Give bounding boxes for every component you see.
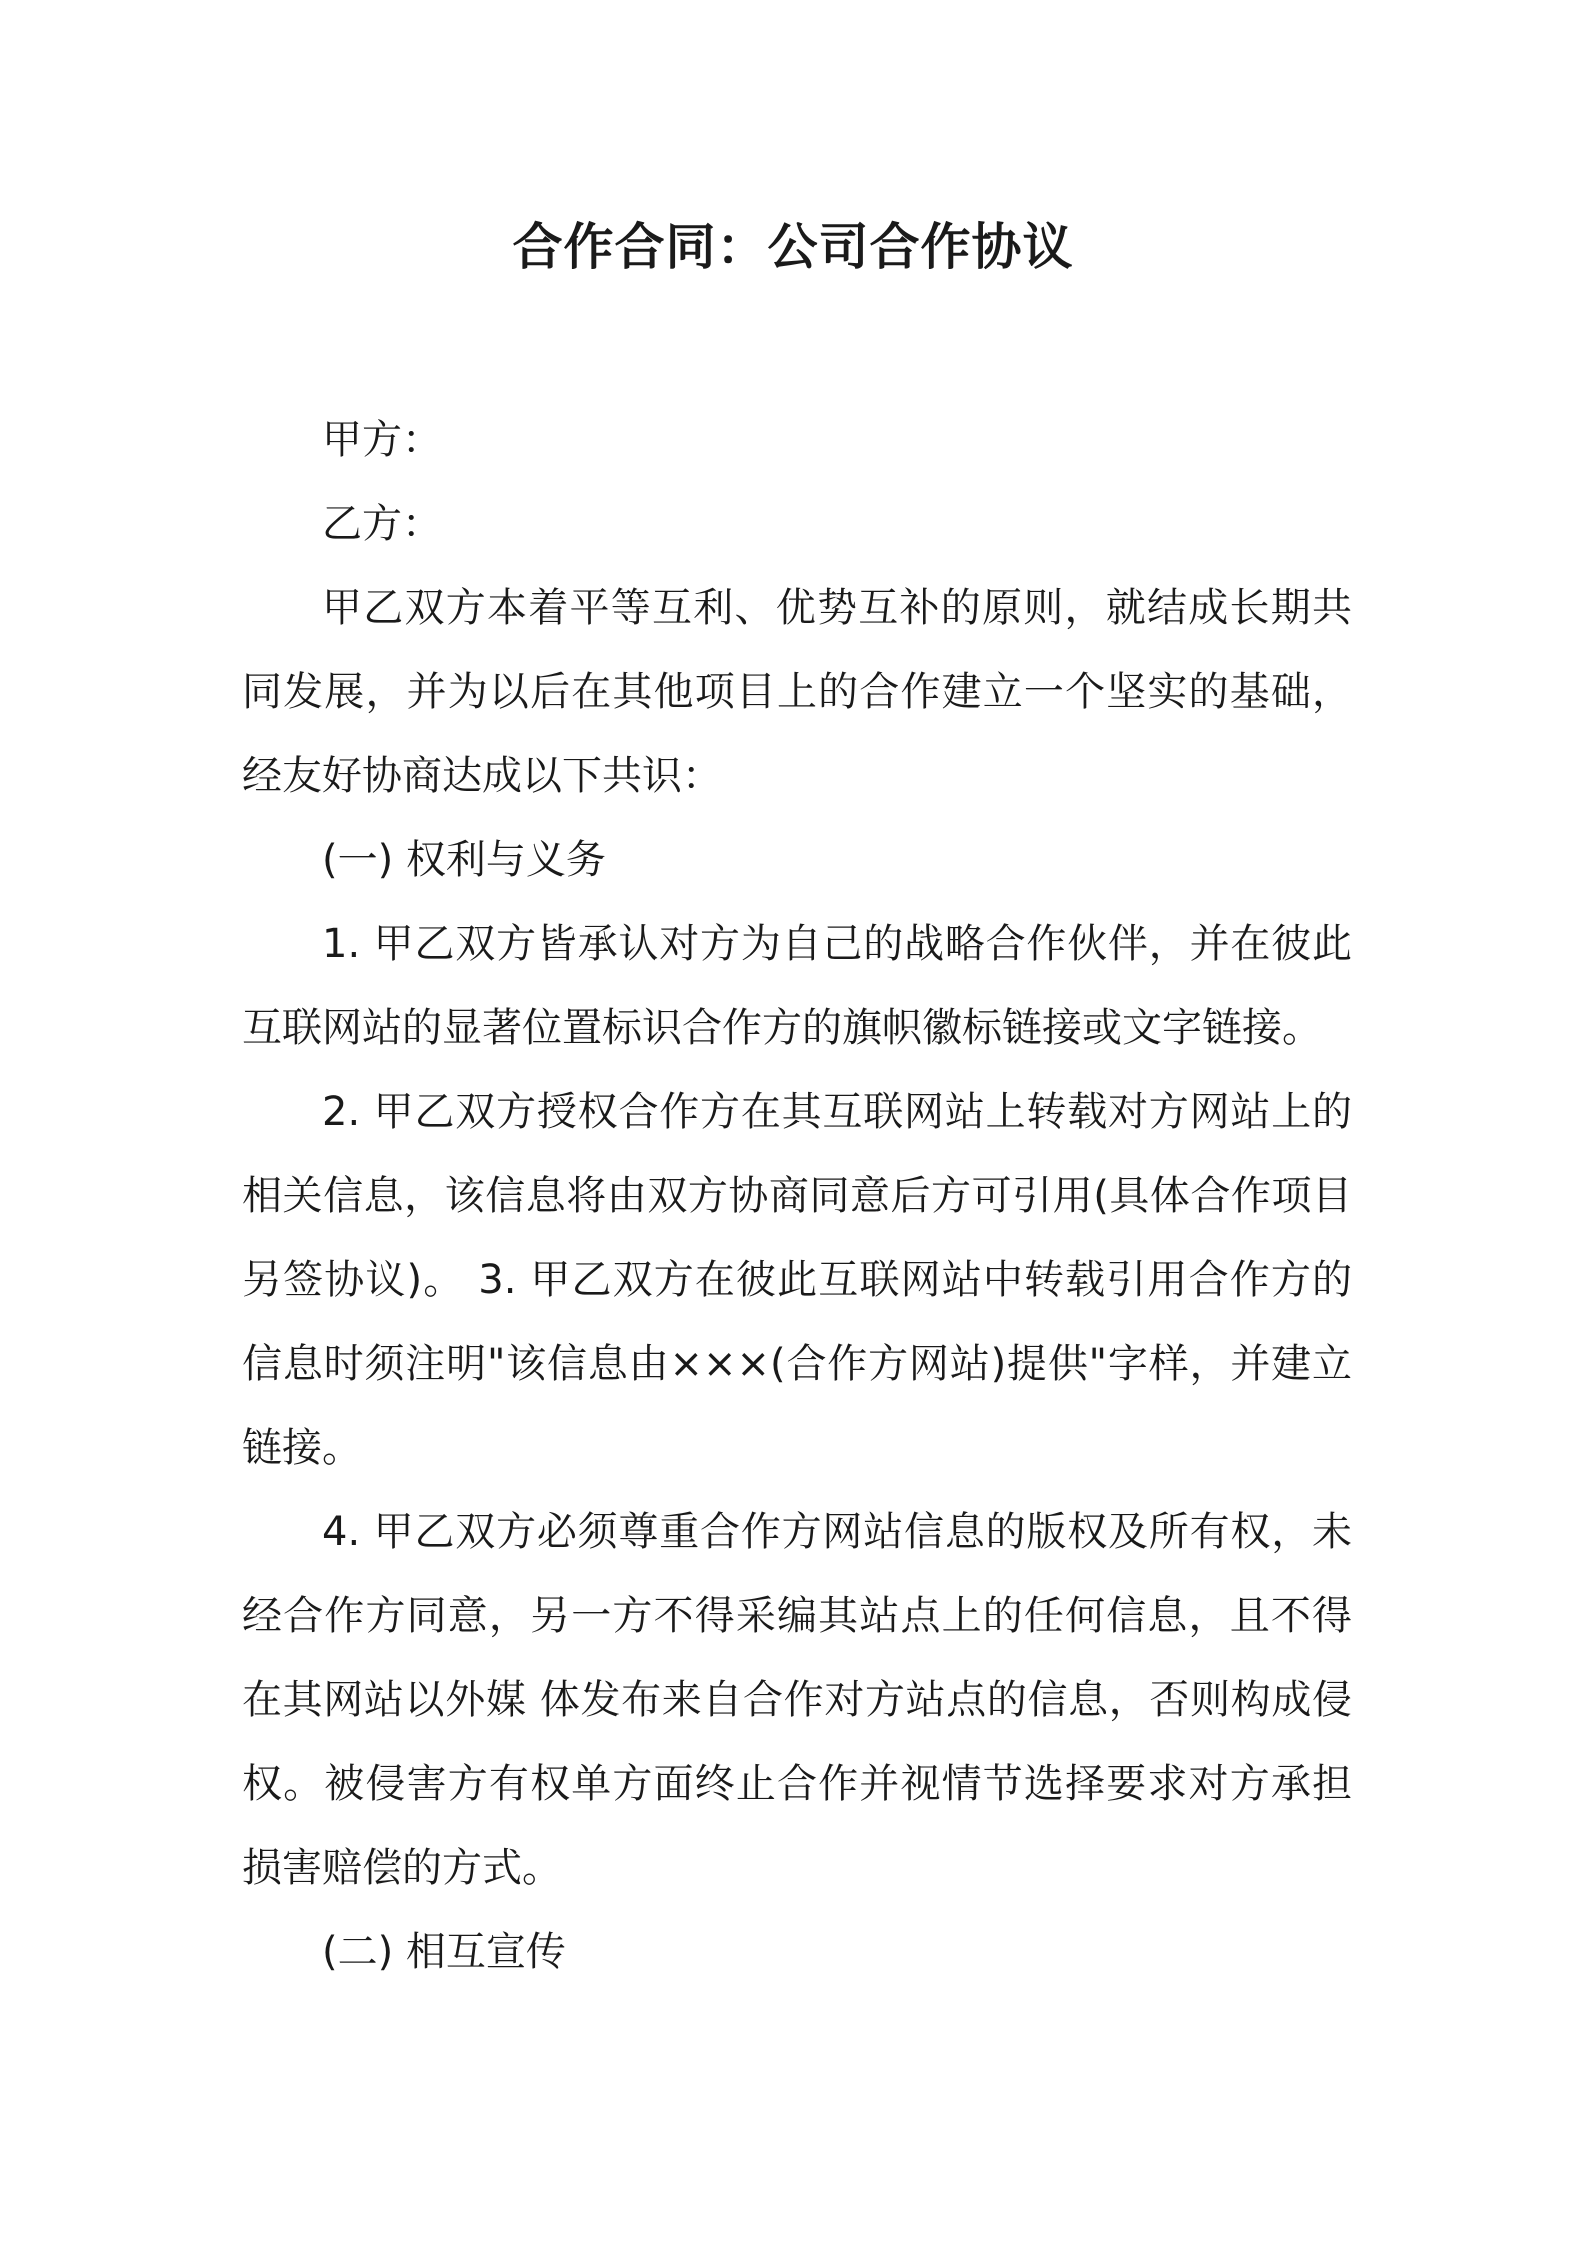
document-body: [242, 398, 1352, 1994]
intro-paragraph: 甲乙双方本着平等互利、优势互补的原则，就结成长期共同发展，并为以后在其他项目上的合作建立一个坚实的基础，经友好协商达成以下共识：: [242, 585, 1352, 799]
section-heading-rights: (一) 权利与义务: [322, 837, 606, 883]
document-title: 合作合同：公司合作协议: [512, 218, 1074, 276]
party-b-line: 乙方：: [322, 501, 442, 547]
party-a-line: 甲方：: [322, 417, 442, 463]
clause-4-paragraph: 4. 甲乙双方必须尊重合作方网站信息的版权及所有权，未经合作方同意，另一方不得采编其站点上的任何信息，且不得在其网站以外媒 体发布来自合作对方站点的信息，否则构成侵权。被侵害方有权单方面终止合作并视情节选择要求对方承担损害赔偿的方式。: [242, 1509, 1352, 1891]
clause-1-paragraph: 1. 甲乙双方皆承认对方为自己的战略合作伙伴，并在彼此互联网站的显著位置标识合作方的旗帜徽标链接或文字链接。: [242, 921, 1352, 1051]
section-heading-promotion: (二) 相互宣传: [322, 1929, 566, 1975]
clause-2-3-paragraph: 2. 甲乙双方授权合作方在其互联网站上转载对方网站上的相关信息，该信息将由双方协商同意后方可引用(具体合作项目另签协议)。 3. 甲乙双方在彼此互联网站中转载引用合作方的信息时须注明"该信息由×××(合作方网站)提供"字样，并建立链接。: [242, 1089, 1352, 1471]
